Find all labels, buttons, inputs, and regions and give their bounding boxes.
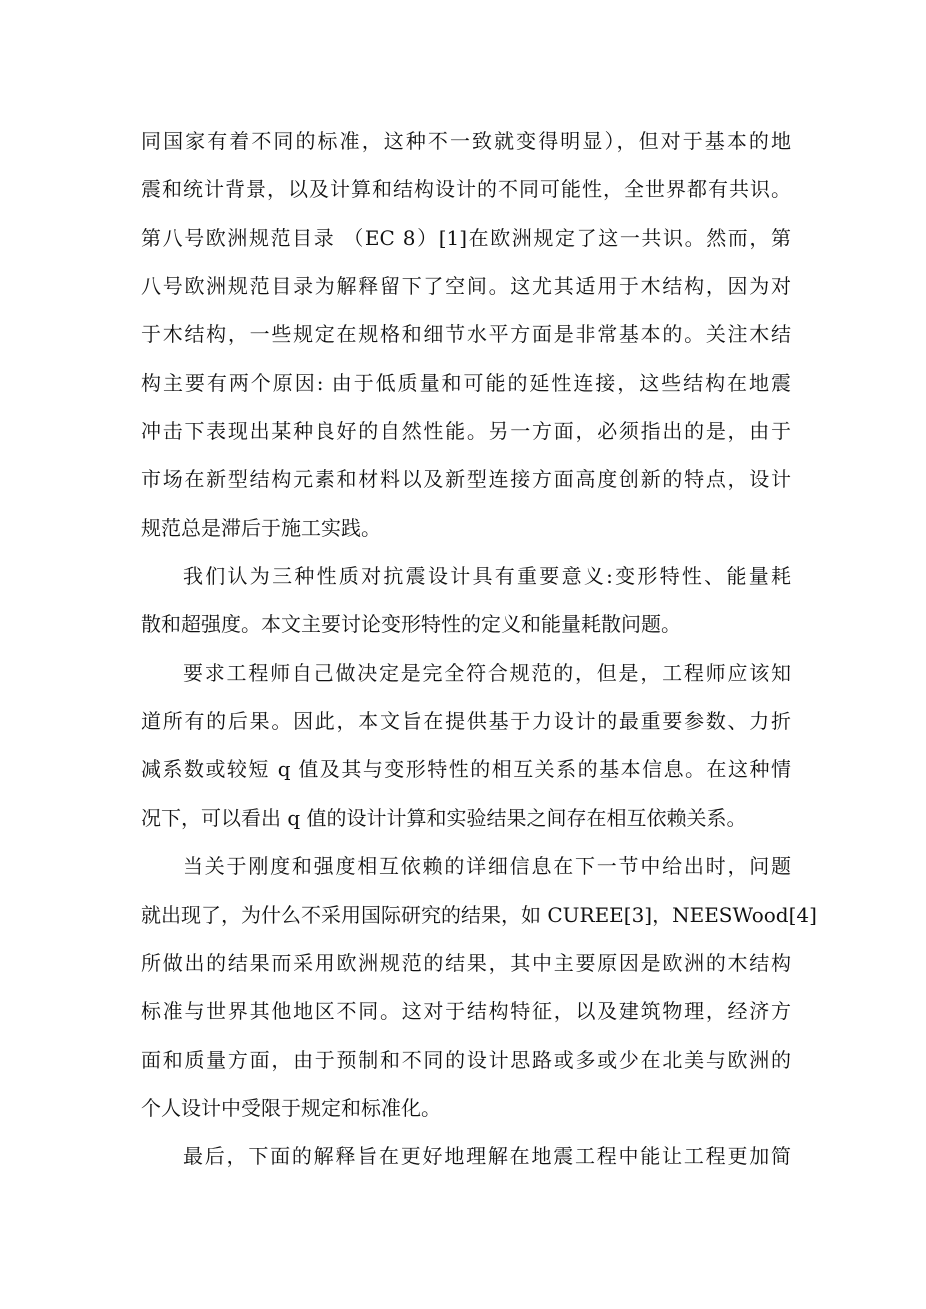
paragraph-1-line-7: 冲击下表现出某种良好的自然性能。另一方面，必须指出的是，由于 bbox=[141, 419, 791, 444]
paragraph-1-line-2: 震和统计背景，以及计算和结构设计的不同可能性，全世界都有共识。 bbox=[141, 177, 791, 202]
paragraph-1-line-9: 规范总是滞后于施工实践。 bbox=[141, 515, 381, 540]
paragraph-1-line-8: 市场在新型结构元素和材料以及新型连接方面高度创新的特点，设计 bbox=[141, 467, 791, 492]
paragraph-4-line-2: 就出现了，为什么不采用国际研究的结果，如 CUREE[3]，NEESWood[4] bbox=[141, 902, 817, 927]
paragraph-2-line-1: 我们认为三种性质对抗震设计具有重要意义:变形特性、能量耗 bbox=[183, 564, 791, 589]
paragraph-1-line-6: 构主要有两个原因: 由于低质量和可能的延性连接，这些结构在地震 bbox=[141, 370, 791, 395]
paragraph-4-line-5: 面和质量方面，由于预制和不同的设计思路或多或少在北美与欧洲的 bbox=[141, 1047, 791, 1072]
paragraph-3-line-3: 减系数或较短 q 值及其与变形特性的相互关系的基本信息。在这种情 bbox=[141, 757, 791, 782]
paragraph-4-line-6: 个人设计中受限于规定和标准化。 bbox=[141, 1095, 441, 1120]
paragraph-1-line-5: 于木结构，一些规定在规格和细节水平方面是非常基本的。关注木结 bbox=[141, 322, 791, 347]
paragraph-4-line-1: 当关于刚度和强度相互依赖的详细信息在下一节中给出时，问题 bbox=[183, 854, 791, 879]
paragraph-3-line-1: 要求工程师自己做决定是完全符合规范的，但是，工程师应该知 bbox=[183, 660, 791, 685]
paragraph-5-line-1: 最后，下面的解释旨在更好地理解在地震工程中能让工程更加简 bbox=[183, 1144, 791, 1169]
paragraph-3-line-4: 况下，可以看出 q 值的设计计算和实验结果之间存在相互依赖关系。 bbox=[141, 805, 747, 830]
paragraph-4-line-3: 所做出的结果而采用欧洲规范的结果，其中主要原因是欧洲的木结构 bbox=[141, 950, 791, 975]
paragraph-4-line-4: 标准与世界其他地区不同。这对于结构特征，以及建筑物理，经济方 bbox=[141, 999, 791, 1024]
paragraph-3-line-2: 道所有的后果。因此，本文旨在提供基于力设计的最重要参数、力折 bbox=[141, 709, 791, 734]
body-text bbox=[141, 117, 817, 1181]
paragraph-1-line-1: 同国家有着不同的标准，这种不一致就变得明显），但对于基本的地 bbox=[141, 129, 791, 153]
paragraph-1-line-3: 第八号欧洲规范目录 （EC 8）[1]在欧洲规定了这一共识。然而，第 bbox=[141, 225, 791, 250]
paragraph-2-line-2: 散和超强度。本文主要讨论变形特性的定义和能量耗散问题。 bbox=[141, 612, 681, 637]
paragraph-1-line-4: 八号欧洲规范目录为解释留下了空间。这尤其适用于木结构，因为对 bbox=[141, 274, 791, 299]
